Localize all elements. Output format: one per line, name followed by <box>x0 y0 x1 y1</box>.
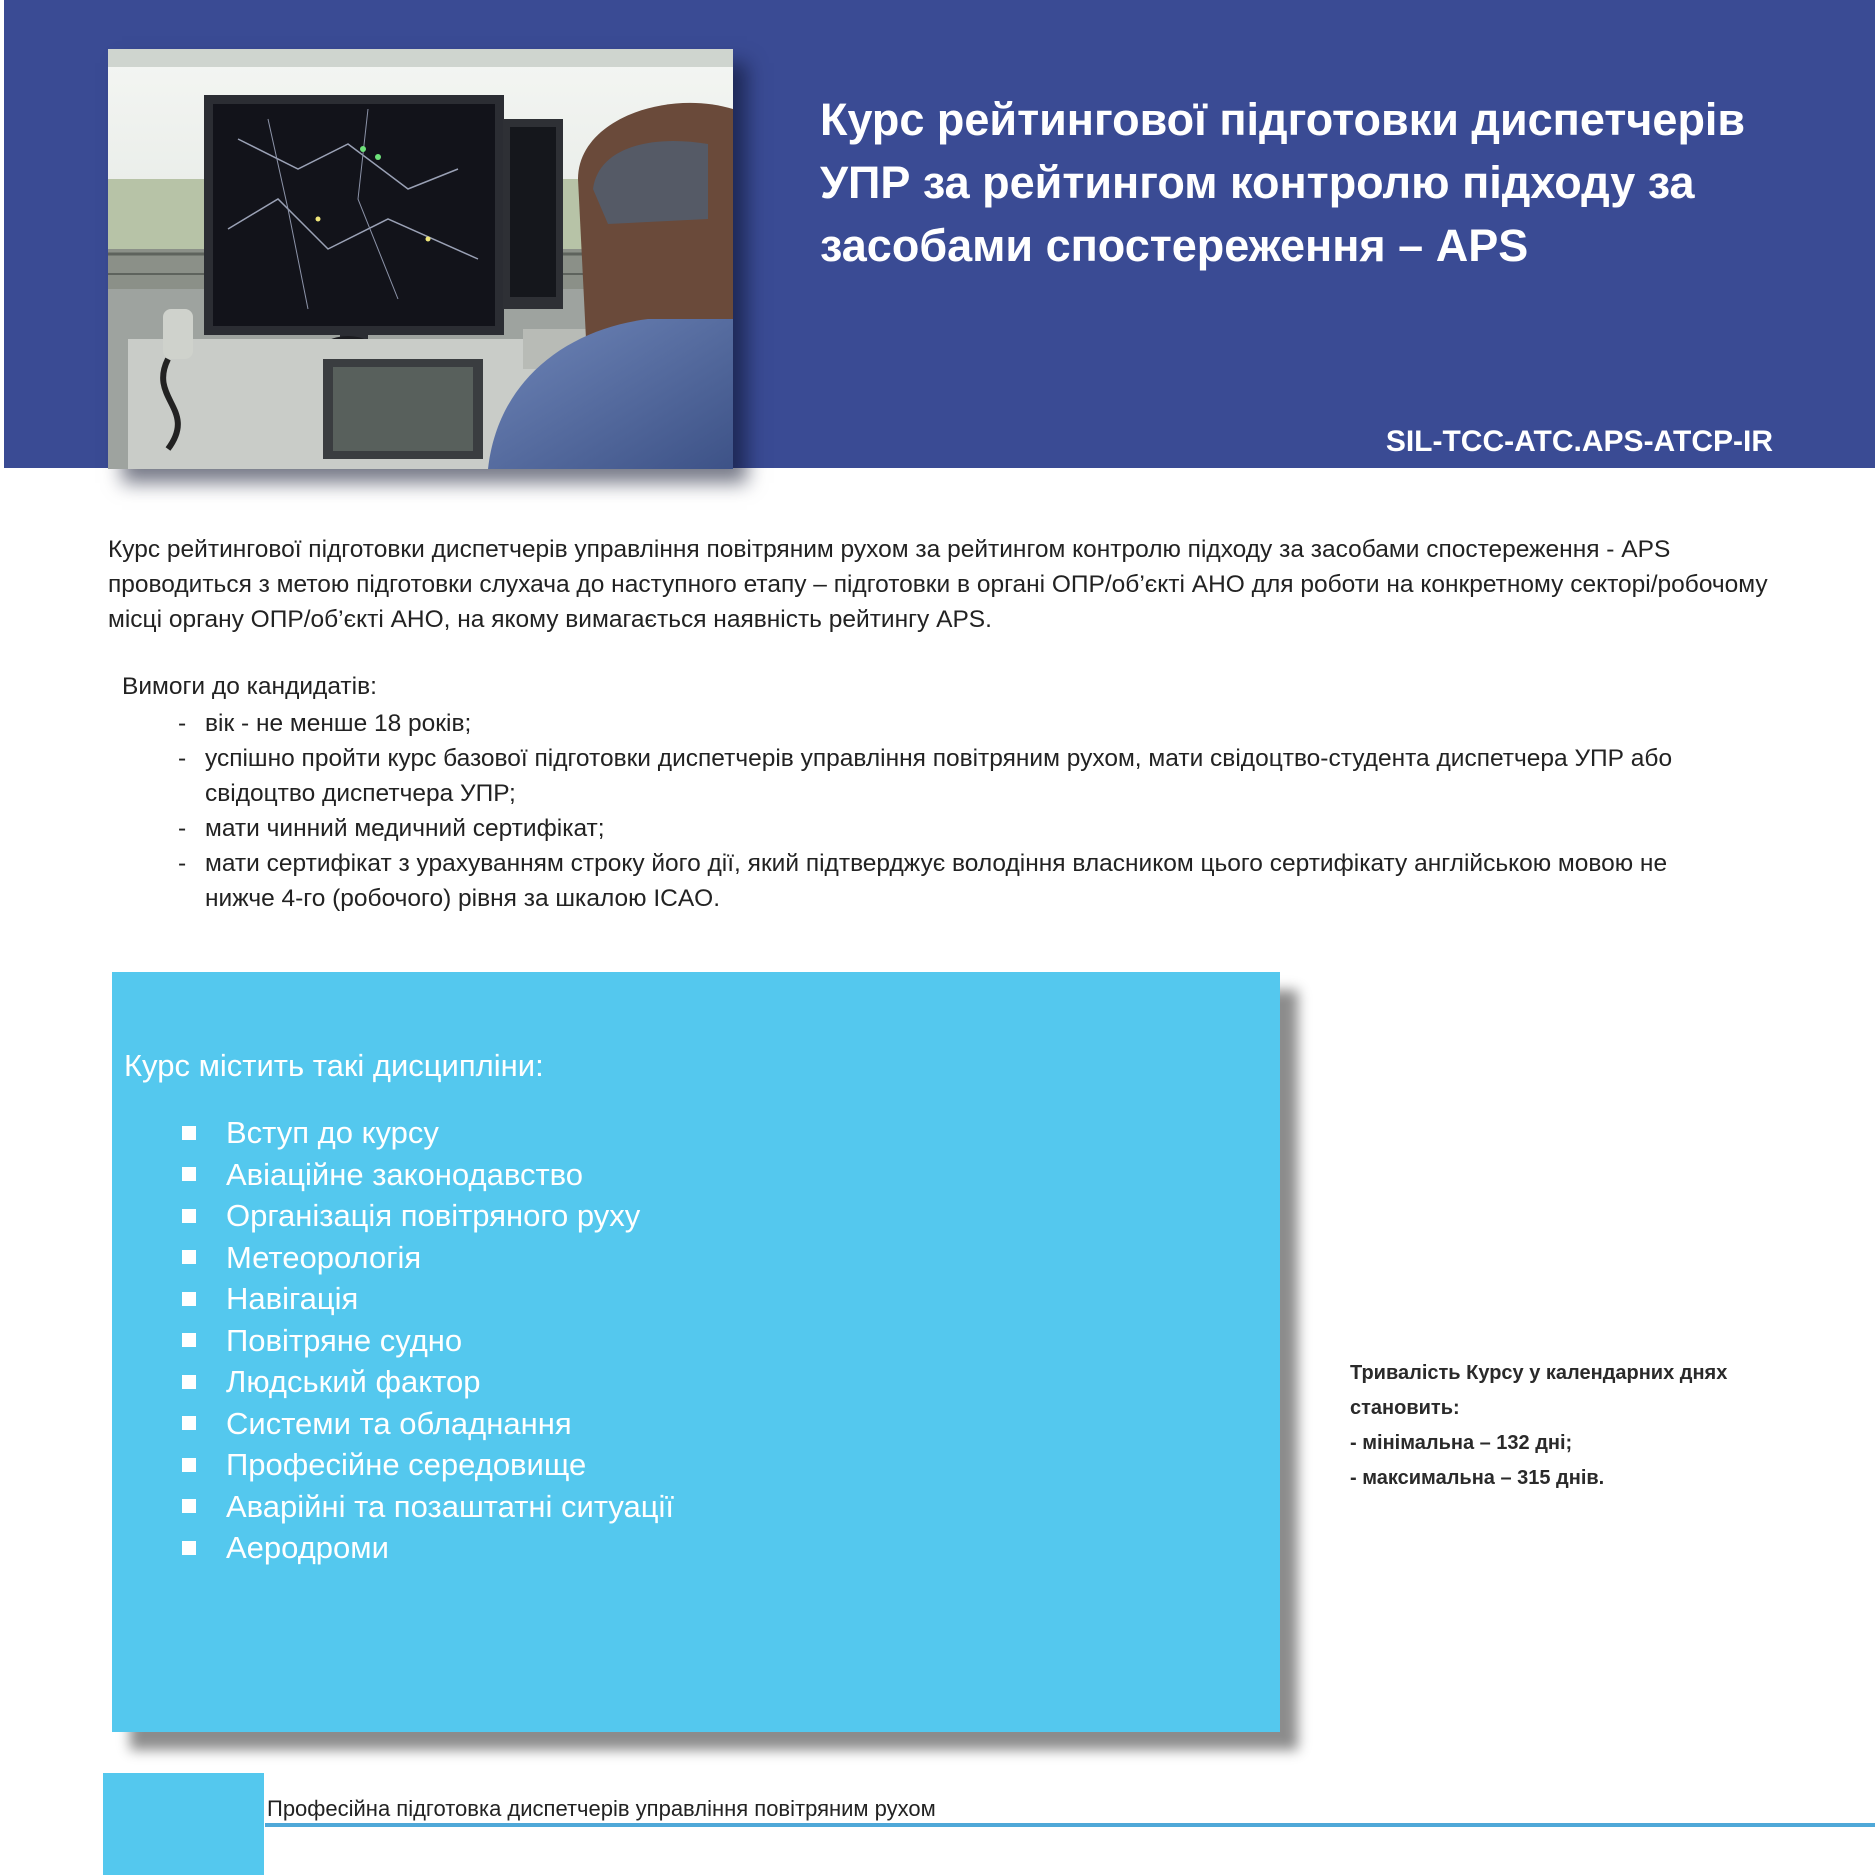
discipline-label: Вступ до курсу <box>226 1115 439 1150</box>
duration-line: - мінімальна – 132 дні; <box>1350 1432 1573 1454</box>
square-bullet-icon <box>182 1126 196 1140</box>
course-description: Курс рейтингової підготовки диспетчерів управління повітряним рухом за рейтингом контролю підходу за засобами спостереження - APS проводиться з метою підготовки слухача до наступного етапу – підготовки в органі ОПР/об’єкті АНО для роботи на конкретному секторі/робочому місці органу ОПР/об’єкті АНО, на якому вимагається наявність рейтингу APS. <box>108 536 1768 633</box>
discipline-item <box>182 1444 674 1486</box>
discipline-item <box>182 1195 674 1237</box>
duration-line: Тривалість Курсу у календарних днях <box>1350 1362 1728 1384</box>
disciplines-list <box>182 1112 674 1569</box>
photo-illustration <box>108 49 733 469</box>
title-line: засобами спостереження – APS <box>820 220 1529 271</box>
footer-caption: Професійна підготовка диспетчерів управління повітряним рухом <box>267 1796 936 1821</box>
discipline-label: Людський фактор <box>226 1364 481 1399</box>
requirement-item <box>178 811 1738 846</box>
discipline-item <box>182 1527 674 1569</box>
dash-bullet: - <box>178 850 187 877</box>
dash-bullet: - <box>178 815 187 842</box>
square-bullet-icon <box>182 1499 196 1513</box>
controller-workstation-photo <box>108 49 733 469</box>
discipline-label: Професійне середовище <box>226 1447 587 1482</box>
discipline-item <box>182 1320 674 1362</box>
discipline-item <box>182 1112 674 1154</box>
discipline-label: Навігація <box>226 1281 359 1316</box>
discipline-label: Аварійні та позаштатні ситуації <box>226 1488 675 1524</box>
course-duration <box>1350 1356 1790 1496</box>
discipline-label: Авіаційне законодавство <box>226 1156 583 1192</box>
square-bullet-icon <box>182 1375 196 1389</box>
requirements-heading: Вимоги до кандидатів: <box>122 673 377 700</box>
square-bullet-icon <box>182 1416 196 1430</box>
requirements-list <box>178 706 1738 916</box>
title-line: Курс рейтингової підготовки диспетчерів <box>820 94 1746 145</box>
discipline-item <box>182 1237 674 1279</box>
requirement-item <box>178 706 1738 741</box>
square-bullet-icon <box>182 1541 196 1555</box>
footer-rule <box>265 1823 1875 1827</box>
disciplines-panel <box>112 972 1280 1732</box>
requirement-text: вік - не менше 18 років; <box>205 710 472 737</box>
discipline-item <box>182 1154 674 1196</box>
discipline-label: Аеродроми <box>226 1530 389 1565</box>
dash-bullet: - <box>178 745 187 772</box>
footer-accent-square <box>103 1773 264 1875</box>
discipline-label: Системи та обладнання <box>226 1405 572 1441</box>
square-bullet-icon <box>182 1333 196 1347</box>
course-code: SIL-TCC-ATC.APS-ATCP-IR <box>1385 425 1773 458</box>
requirement-text: мати сертифікат з урахуванням строку його дії, який підтверджує володіння власником цього сертифікату англійською мовою не нижче 4-го (робочого) рівня за шкалою ICAO. <box>205 850 1668 912</box>
discipline-item <box>182 1403 674 1445</box>
title-line: УПР за рейтингом контролю підходу за <box>820 157 1695 208</box>
duration-line: становить: <box>1350 1397 1460 1419</box>
discipline-label: Метеорологія <box>226 1239 422 1275</box>
square-bullet-icon <box>182 1458 196 1472</box>
requirement-text: мати чинний медичний сертифікат; <box>205 815 605 842</box>
requirement-text: успішно пройти курс базової підготовки диспетчерів управління повітряним рухом, мати свідоцтво-студента диспетчера УПР або свідоцтво диспетчера УПР; <box>205 745 1673 807</box>
discipline-item <box>182 1486 674 1528</box>
dash-bullet: - <box>178 710 187 737</box>
requirement-item <box>178 741 1738 811</box>
discipline-label: Повітряне судно <box>226 1322 463 1358</box>
duration-line: - максимальна – 315 днів. <box>1350 1467 1605 1489</box>
requirement-item <box>178 846 1738 916</box>
disciplines-heading: Курс містить такі дисципліни: <box>124 1048 544 1083</box>
discipline-label: Організація повітряного руху <box>226 1198 641 1233</box>
course-title <box>820 88 1820 277</box>
square-bullet-icon <box>182 1250 196 1264</box>
square-bullet-icon <box>182 1209 196 1223</box>
square-bullet-icon <box>182 1167 196 1181</box>
discipline-item <box>182 1278 674 1320</box>
discipline-item <box>182 1361 674 1403</box>
square-bullet-icon <box>182 1292 196 1306</box>
